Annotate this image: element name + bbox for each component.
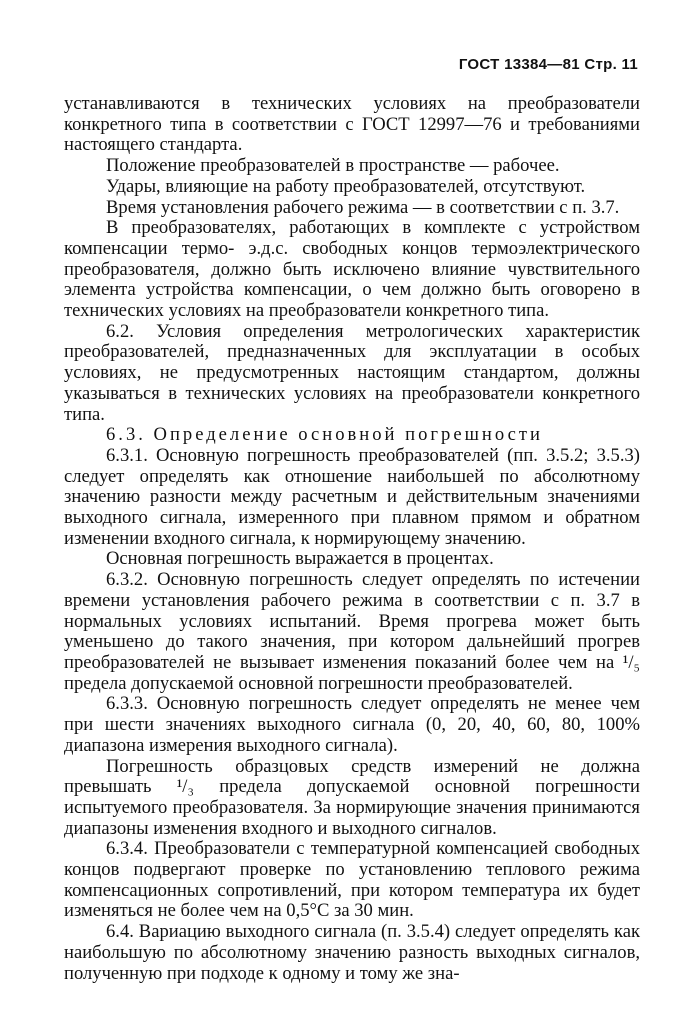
paragraph: 6.4. Вариацию выходного сигнала (п. 3.5.4) следует определять как наибольшую по абсолютному значению разность выходных сигналов, полученную при подходе к одному и тому же зна- xyxy=(64,921,640,984)
paragraph: В преобразователях, работающих в комплекте с устройством компенсации термо- э.д.с. свободных концов термоэлектрического преобразователя, должно быть исключено влияние чувствительного элемента устройства компенсации, о чем должно быть оговорено в технических условиях на преобразователи конкретного типа. xyxy=(64,217,640,322)
paragraph: 6.3.4. Преобразователи с температурной компенсацией свободных концов подвергают проверке по установлению теплового режима компенсационных сопротивлений, при котором температура их будет изменяться не более чем на 0,5°С за 30 мин. xyxy=(64,838,640,922)
section-heading: 6.3. Определение основной погрешности xyxy=(106,424,543,446)
paragraph: Удары, влияющие на работу преобразователей, отсутствуют. xyxy=(106,175,586,197)
paragraph: Основная погрешность выражается в процентах. xyxy=(106,548,494,570)
paragraph: устанавливаются в технических условиях на преобразователи конкретного типа в соответствии с ГОСТ 12997—76 и требованиями настоящего стандарта. xyxy=(64,93,640,156)
paragraph: 6.3.2. Основную погрешность следует определять по истечении времени установления рабочего режима в соответствии с п. 3.7 в нормальных условиях испытаний. Время прогрева может быть уменьшено до такого значения, при котором дальнейший прогрев преобразователей не вызывает изменения показаний более чем на ¹/₅ предела допускаемой основной погрешности преобразователей. xyxy=(64,569,640,694)
paragraph: Погрешность образцовых средств измерений не должна превышать ¹/₃ предела допускаемой основной погрешности испытуемого преобразователя. За нормирующие значения принимаются диапазоны изменения входного и выходного сигналов. xyxy=(64,755,640,839)
paragraph: Время установления рабочего режима — в соответствии с п. 3.7. xyxy=(106,196,620,218)
paragraph: 6.3.3. Основную погрешность следует определять не менее чем при шести значениях выходного сигнала (0, 20, 40, 60, 80, 100% диапазона измерения выходного сигнала). xyxy=(64,693,640,756)
body-text xyxy=(64,94,640,984)
paragraph: Положение преобразователей в пространстве — рабочее. xyxy=(106,155,560,177)
running-head: ГОСТ 13384—81 Стр. 11 xyxy=(458,56,638,73)
paragraph: 6.3.1. Основную погрешность преобразователей (пп. 3.5.2; 3.5.3) следует определять как отношение наибольшей по абсолютному значению разности между расчетным и действительным значениями выходного сигнала, измеренного при плавном прямом и обратном изменении входного сигнала, к нормирующему значению. xyxy=(64,444,640,549)
paragraph: 6.2. Условия определения метрологических характеристик преобразователей, предназначенных для эксплуатации в особых условиях, не предусмотренных настоящим стандартом, должны указываться в технических условиях на преобразователи конкретного типа. xyxy=(64,320,640,425)
